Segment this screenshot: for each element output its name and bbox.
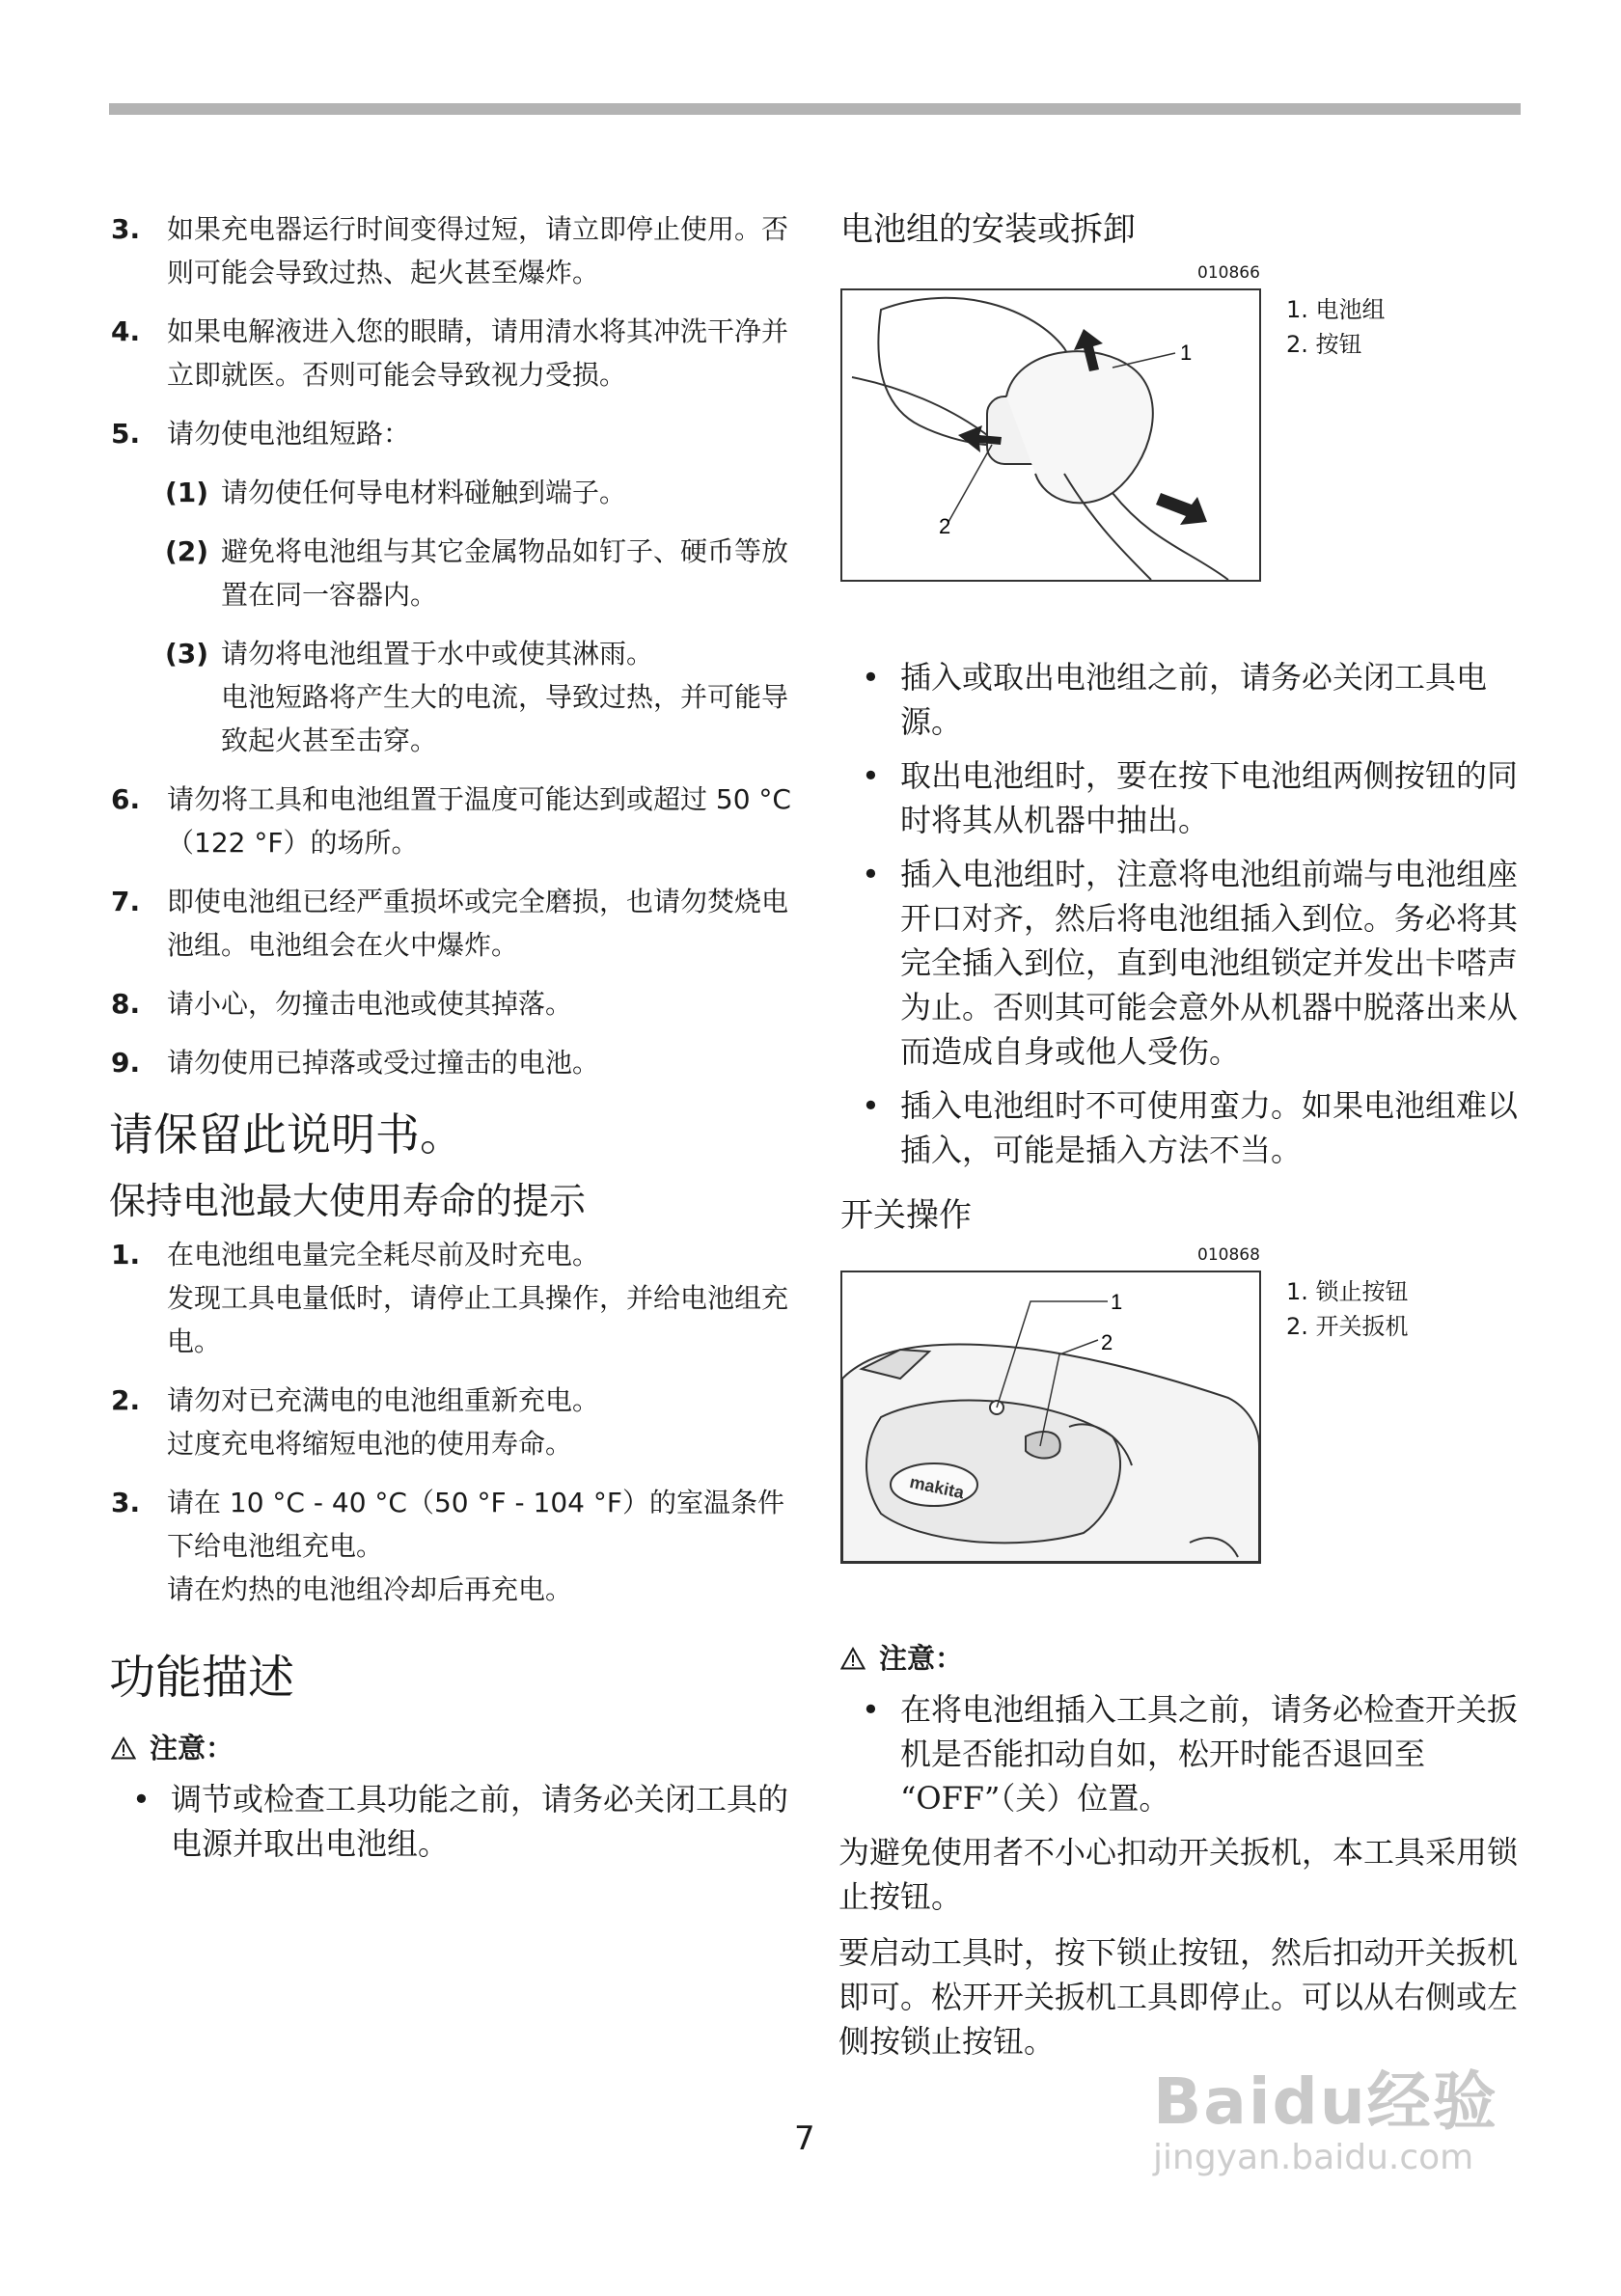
switch-drawing <box>842 1272 1259 1562</box>
sub-item-note: 电池短路将产生大的电流，导致过热，并可能导致起火甚至击穿。 <box>221 681 789 756</box>
figure-code: 010868 <box>1197 1245 1260 1265</box>
bullet-item <box>109 1777 799 1866</box>
switch-illustration <box>840 1271 1261 1564</box>
item-number: 2. <box>111 1384 141 1416</box>
watermark-brand: Baidu经验 <box>1153 2064 1498 2139</box>
bullet-text: 插入电池组时不可使用蛮力。如果电池组难以插入，可能是插入方法不当。 <box>900 1087 1519 1168</box>
bullet-dot: • <box>132 1781 151 1818</box>
left-column <box>109 207 799 1875</box>
bullet-item <box>838 655 1522 744</box>
item-number: 5. <box>111 418 141 450</box>
bullet-text: 插入电池组时，注意将电池组前端与电池组座开口对齐，然后将电池组插入到位。务必将其完全插入到位，直到电池组锁定并发出卡嗒声为止。否则其可能会意外从机器中脱落出来从而造成自身或他人受伤。 <box>900 856 1519 1070</box>
legend-item: 2. 按钮 <box>1286 331 1362 358</box>
switch-figure <box>838 1245 1522 1599</box>
bullet-item <box>838 1687 1522 1820</box>
item-text: 如果电解液进入您的眼睛，请用清水将其冲洗干净并立即就医。否则可能会导致视力受损。 <box>167 315 789 391</box>
tip-item <box>109 1233 799 1363</box>
tip-item <box>109 1481 799 1611</box>
caution-label <box>840 1637 1522 1680</box>
item-text: 即使电池组已经严重损坏或完全磨损，也请勿焚烧电池组。电池组会在火中爆炸。 <box>167 886 789 961</box>
makita-logo: makita <box>908 1471 967 1503</box>
list-item <box>109 412 799 455</box>
list-item <box>109 880 799 967</box>
tip-note: 过度充电将缩短电池的使用寿命。 <box>167 1428 573 1460</box>
watermark <box>1153 2050 1498 2177</box>
item-text: 如果充电器运行时间变得过短，请立即停止使用。否则可能会导致过热、起火甚至爆炸。 <box>167 213 789 288</box>
tip-text: 在电池组电量完全耗尽前及时充电。 <box>167 1239 600 1271</box>
sub-item-number: (2) <box>165 535 209 567</box>
top-rule <box>109 103 1521 115</box>
item-text: 请勿使电池组短路： <box>167 418 411 450</box>
keep-manual-heading: 请保留此说明书。 <box>109 1108 464 1161</box>
caution-text: 注意： <box>879 1642 964 1675</box>
warning-icon <box>111 1736 136 1760</box>
list-item <box>109 1041 799 1084</box>
sub-item-number: (3) <box>165 638 209 670</box>
bullet-dot: • <box>862 856 880 892</box>
list-item <box>109 310 799 396</box>
sub-item-number: (1) <box>165 477 209 508</box>
item-text: 请小心，勿撞击电池或使其掉落。 <box>167 988 573 1020</box>
bullet-dot: • <box>862 659 880 696</box>
functional-description-heading: 功能描述 <box>109 1651 295 1705</box>
bullet-item <box>838 753 1522 842</box>
sub-item-text: 请勿使任何导电材料碰触到端子。 <box>221 477 627 508</box>
callout-1: 1 <box>1111 1290 1123 1314</box>
battery-figure <box>838 263 1522 616</box>
sub-list-item <box>109 530 799 616</box>
callout-1: 1 <box>1180 341 1193 365</box>
item-number: 4. <box>111 315 141 347</box>
sub-list-item <box>109 471 799 514</box>
item-number: 3. <box>111 213 141 245</box>
battery-illustration <box>840 288 1261 582</box>
figure-code: 010866 <box>1197 263 1260 283</box>
bullet-dot: • <box>862 1087 880 1124</box>
right-column <box>838 207 1522 2075</box>
legend-item: 1. 锁止按钮 <box>1286 1278 1409 1305</box>
item-text: 请勿将工具和电池组置于温度可能达到或超过 50 °C （122 °F）的场所。 <box>167 783 791 859</box>
item-text: 请勿使用已掉落或受过撞击的电池。 <box>167 1047 600 1079</box>
list-item <box>109 982 799 1025</box>
item-number: 6. <box>111 783 141 815</box>
list-item <box>109 207 799 294</box>
item-number: 7. <box>111 886 141 917</box>
paragraph: 为避免使用者不小心扣动开关扳机，本工具采用锁止按钮。 <box>838 1834 1519 1915</box>
figure-legend <box>1286 1274 1409 1344</box>
warning-icon <box>840 1647 865 1670</box>
bullet-dot: • <box>862 1691 880 1728</box>
callout-2: 2 <box>1101 1330 1113 1354</box>
tip-note: 发现工具电量低时，请停止工具操作，并给电池组充电。 <box>167 1282 789 1357</box>
bullet-dot: • <box>862 757 880 794</box>
item-number: 9. <box>111 1047 141 1079</box>
battery-tips-heading: 保持电池最大使用寿命的提示 <box>109 1180 587 1222</box>
switch-action-heading: 开关操作 <box>840 1196 972 1235</box>
figure-legend <box>1286 292 1386 362</box>
bullet-text: 取出电池组时，要在按下电池组两侧按钮的同时将其从机器中抽出。 <box>900 757 1519 838</box>
battery-drawing <box>842 290 1259 580</box>
paragraph: 要启动工具时，按下锁止按钮，然后扣动开关扳机即可。松开开关扳机工具即停止。可以从右侧或左侧按锁止按钮。 <box>838 1934 1519 2060</box>
legend-item: 2. 开关扳机 <box>1286 1313 1409 1340</box>
bullet-text: 在将电池组插入工具之前，请务必检查开关扳机是否能扣动自如，松开时能否退回至 “OFF”（关）位置。 <box>900 1691 1519 1817</box>
bullet-text: 调节或检查工具功能之前，请务必关闭工具的电源并取出电池组。 <box>171 1781 789 1862</box>
watermark-url: jingyan.baidu.com <box>1153 2138 1474 2177</box>
bullet-item <box>838 852 1522 1074</box>
page-number: 7 <box>794 2119 815 2158</box>
item-number: 1. <box>111 1239 141 1271</box>
tip-note: 请在灼热的电池组冷却后再充电。 <box>167 1573 573 1605</box>
sub-item-text: 请勿将电池组置于水中或使其淋雨。 <box>221 638 654 670</box>
list-item <box>109 778 799 864</box>
tip-text: 请在 10 °C - 40 °C（50 °F - 104 °F）的室温条件下给电池组充电。 <box>167 1487 784 1562</box>
bullet-text: 插入或取出电池组之前，请务必关闭工具电源。 <box>900 659 1488 740</box>
caution-label <box>111 1727 799 1769</box>
caution-text: 注意： <box>150 1732 234 1764</box>
item-number: 3. <box>111 1487 141 1518</box>
battery-install-heading: 电池组的安装或拆卸 <box>840 210 1136 249</box>
bullet-item <box>838 1083 1522 1172</box>
legend-item: 1. 电池组 <box>1286 296 1386 323</box>
callout-2: 2 <box>939 514 951 538</box>
sub-item-text: 避免将电池组与其它金属物品如钉子、硬币等放置在同一容器内。 <box>221 535 789 611</box>
sub-list-item <box>109 632 799 762</box>
item-number: 8. <box>111 988 141 1020</box>
tip-item <box>109 1379 799 1465</box>
tip-text: 请勿对已充满电的电池组重新充电。 <box>167 1384 600 1416</box>
